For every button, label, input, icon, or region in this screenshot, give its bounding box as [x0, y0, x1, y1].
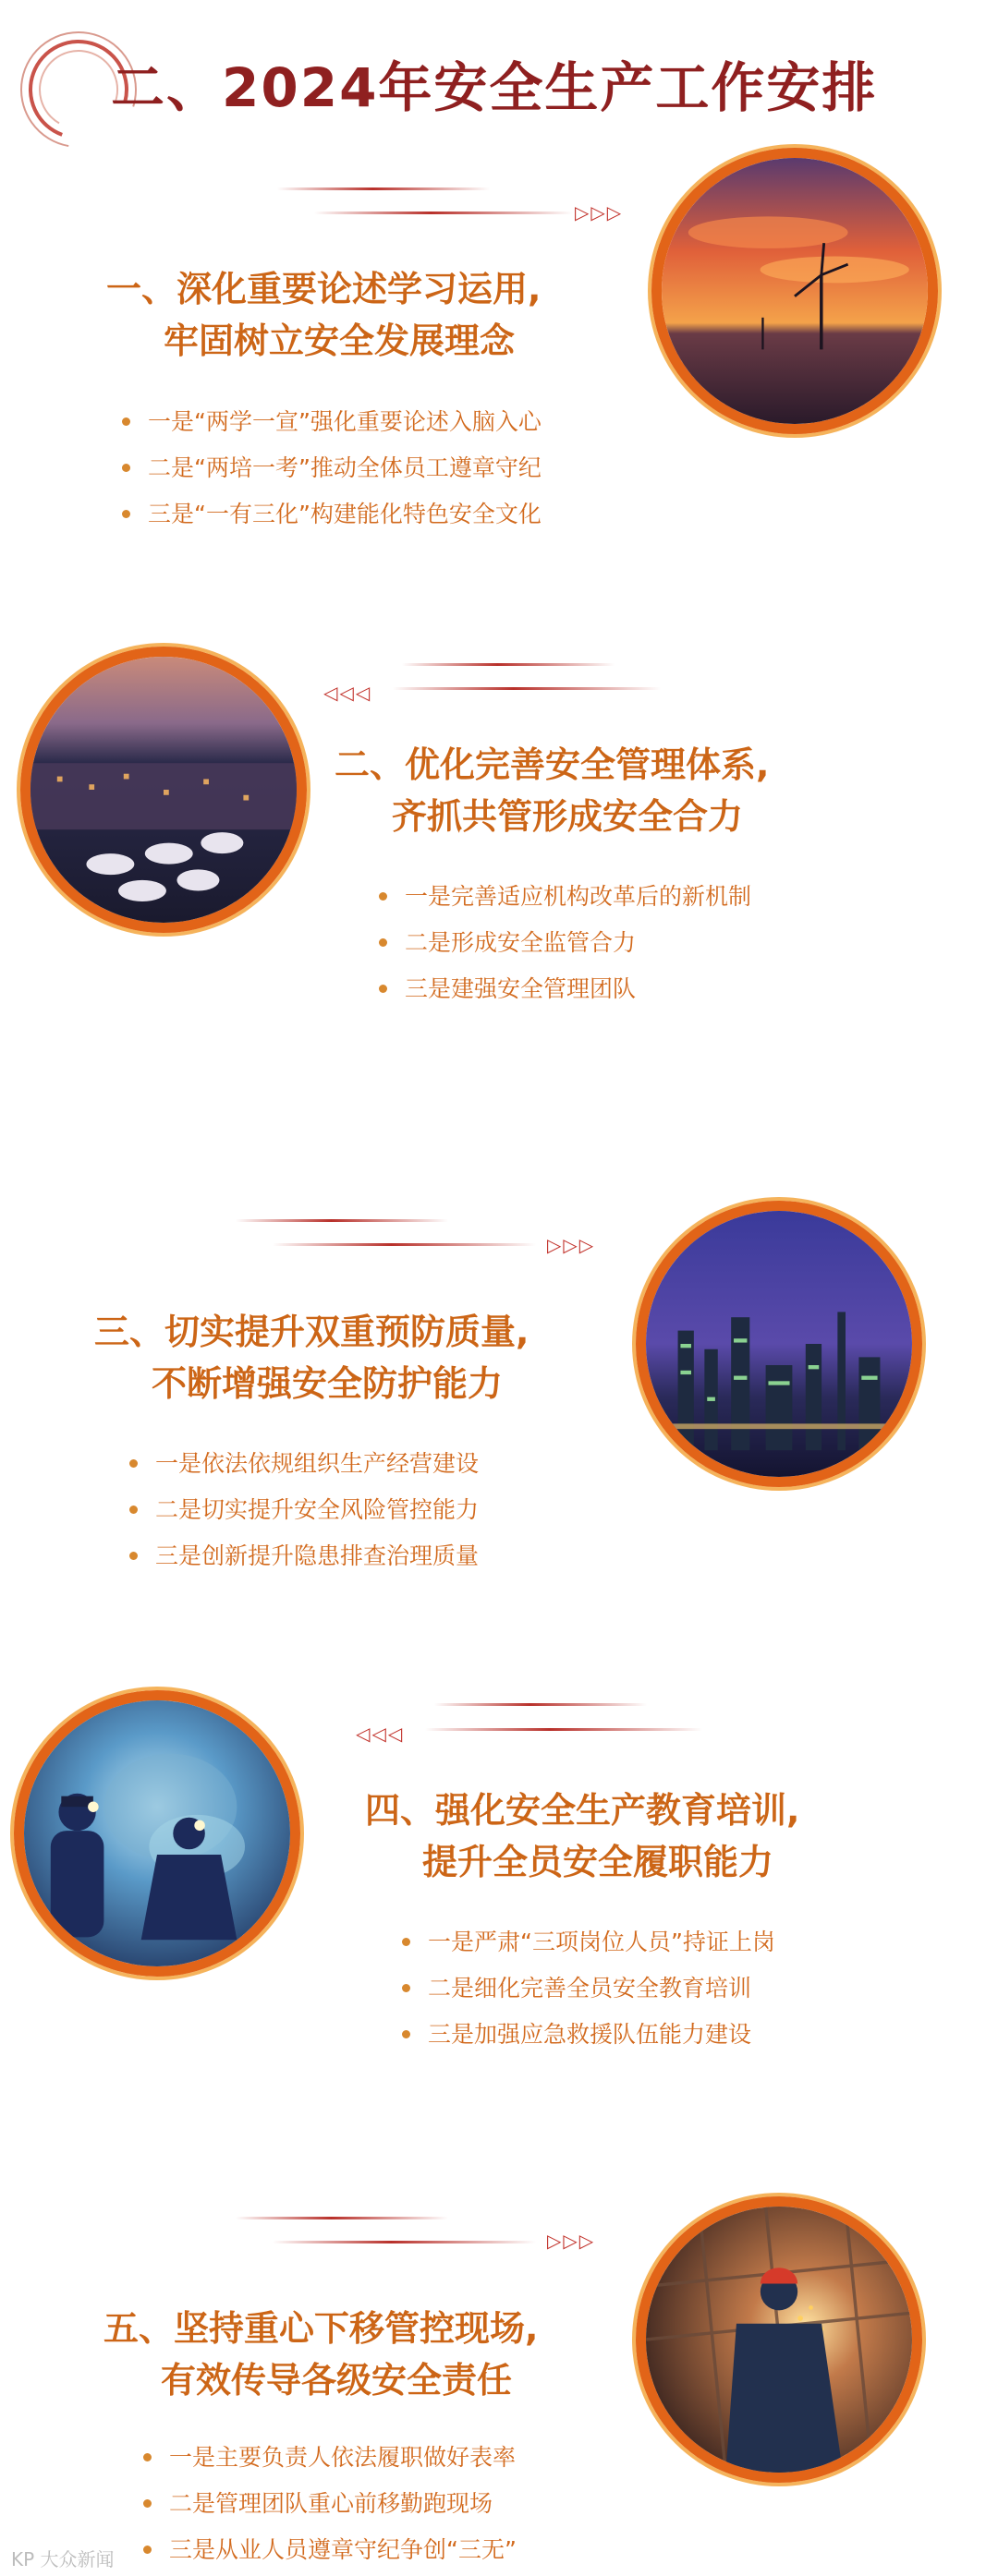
- list-item: 一是完善适应机构改革后的新机制: [379, 874, 751, 920]
- mine-workers-photo: [14, 1690, 300, 1977]
- section-heading-line1: 二、优化完善安全管理体系,: [335, 744, 770, 785]
- section-item-list: [402, 1919, 775, 2058]
- section-heading: [365, 1784, 799, 1888]
- section-heading-line2: 牢固树立安全发展理念: [164, 320, 516, 361]
- arrows-right-icon: ▷▷▷: [547, 2230, 596, 2252]
- list-item: 一是依法依规组织生产经营建设: [129, 1441, 479, 1487]
- decorative-line: [236, 1219, 448, 1222]
- list-item: 三是从业人员遵章守纪争创“三无”: [143, 2527, 517, 2573]
- list-item: 三是加强应急救援队伍能力建设: [402, 2012, 775, 2058]
- section-heading: [94, 1306, 529, 1409]
- list-item: 二是切实提升安全风险管控能力: [129, 1487, 479, 1533]
- decorative-line: [393, 687, 661, 690]
- list-item: 一是严肃“三项岗位人员”持证上岗: [402, 1919, 775, 1965]
- decorative-line: [314, 212, 573, 214]
- section-heading-line2: 提升全员安全履职能力: [422, 1842, 774, 1882]
- decorative-line: [273, 1243, 536, 1246]
- list-item: 一是“两学一宣”强化重要论述入脑入心: [122, 399, 542, 445]
- section-item-list: [122, 399, 542, 538]
- arrows-right-icon: ▷▷▷: [575, 201, 624, 224]
- section-item-list: [379, 874, 751, 1012]
- list-item: 二是管理团队重心前移勤跑现场: [143, 2481, 517, 2527]
- list-item: 三是创新提升隐患排查治理质量: [129, 1533, 479, 1579]
- decorative-line: [273, 2241, 536, 2243]
- section-heading-line2: 齐抓共管形成安全合力: [392, 796, 744, 837]
- section-heading-line1: 一、深化重要论述学习运用,: [106, 269, 542, 309]
- list-item: 三是“一有三化”构建能化特色安全文化: [122, 491, 542, 538]
- section-heading-line2: 有效传导各级安全责任: [161, 2360, 513, 2401]
- section-heading: [106, 263, 541, 367]
- section-heading: [335, 739, 769, 842]
- watermark: KP 大众新闻: [11, 2548, 115, 2570]
- decorative-line: [236, 2217, 448, 2219]
- list-item: 二是细化完善全员安全教育培训: [402, 1965, 775, 2012]
- section-heading-line2: 不断增强安全防护能力: [152, 1363, 504, 1404]
- page-title: 二、2024年安全生产工作安排: [111, 56, 878, 119]
- section-item-list: [129, 1441, 479, 1579]
- decorative-line: [425, 1728, 702, 1731]
- list-item: 一是主要负责人依法履职做好表率: [143, 2435, 517, 2481]
- chemical-plant-night-photo: [636, 1201, 922, 1487]
- section-heading-line1: 三、切实提升双重预防质量,: [94, 1312, 529, 1352]
- decorative-line: [402, 663, 615, 666]
- list-item: 二是形成安全监管合力: [379, 920, 751, 966]
- decorative-line: [434, 1703, 647, 1706]
- arrows-left-icon: ◁◁◁: [356, 1723, 405, 1745]
- section-item-list: [143, 2435, 517, 2573]
- list-item: 二是“两培一考”推动全体员工遵章守纪: [122, 445, 542, 491]
- industrial-plant-aerial-photo: [20, 647, 307, 933]
- welder-sparks-photo: [636, 2196, 922, 2483]
- list-item: 三是建强安全管理团队: [379, 966, 751, 1012]
- decorative-line: [277, 187, 490, 190]
- section-heading: [103, 2303, 538, 2406]
- arrows-right-icon: ▷▷▷: [547, 1234, 596, 1256]
- section-heading-line1: 五、坚持重心下移管控现场,: [103, 2308, 539, 2349]
- arrows-left-icon: ◁◁◁: [323, 682, 372, 704]
- sunset-wind-turbine-photo: [651, 148, 938, 434]
- section-heading-line1: 四、强化安全生产教育培训,: [365, 1790, 800, 1831]
